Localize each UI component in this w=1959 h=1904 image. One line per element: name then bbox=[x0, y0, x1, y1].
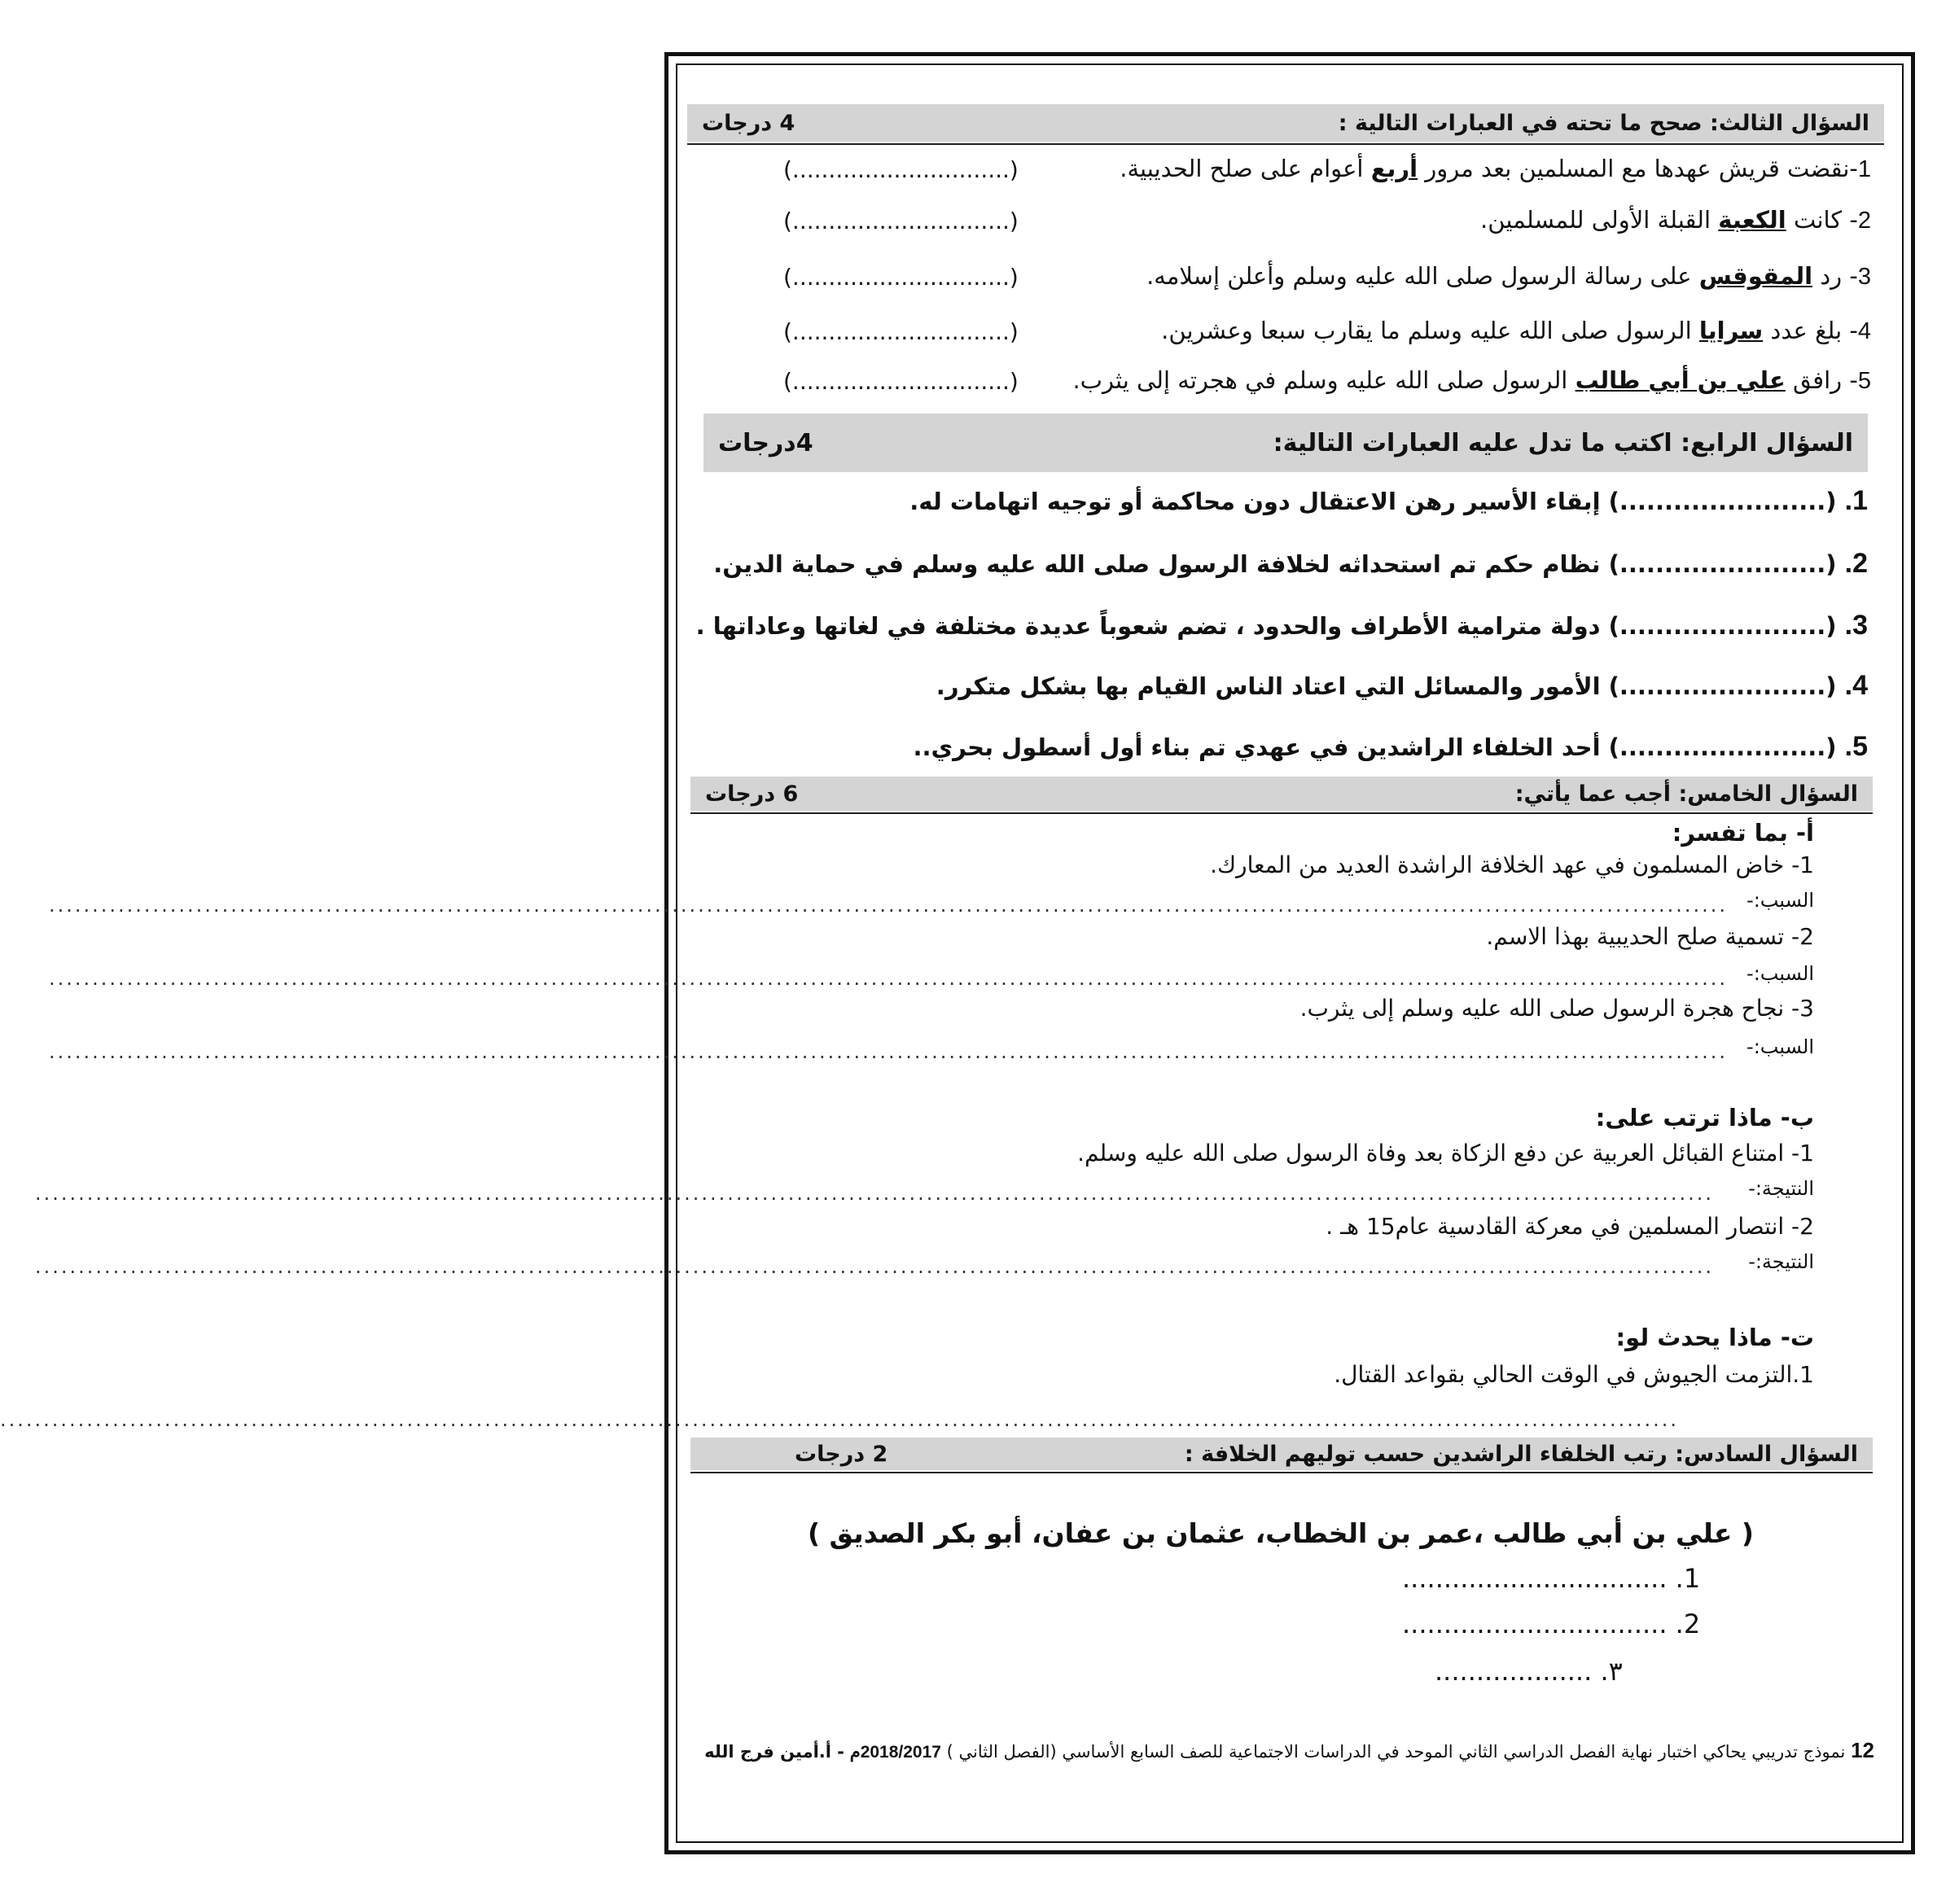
q5-title: السؤال الخامس: أجب عما يأتي: bbox=[1514, 781, 1858, 807]
q5a-answer-2[interactable]: .................................................................................................................................................................................................. bbox=[48, 967, 1728, 990]
q4-blank-3[interactable]: (.......................) bbox=[1608, 612, 1837, 640]
q4-blank-4[interactable]: (.......................) bbox=[1608, 672, 1837, 700]
q6-slot-1[interactable]: 1. ................................ bbox=[1402, 1563, 1701, 1594]
q6-grade: 2 درجات bbox=[795, 1441, 888, 1467]
q5b-label-2: النتيجة:- bbox=[1748, 1250, 1814, 1273]
q4-header bbox=[703, 414, 1868, 472]
q4-item-3: 3. (.......................) دولة مترامية الأطراف والحدود ، تضم شعوباً عديدة مختلفة في لغاتها وعاداتها . bbox=[695, 610, 1868, 641]
q5b-item-1: 1- امتناع القبائل العربية عن دفع الزكاة بعد وفاة الرسول صلى الله عليه وسلم. bbox=[1077, 1140, 1814, 1166]
q5-header bbox=[690, 777, 1873, 811]
q3-item-5: 5- رافق علي بن أبي طالب الرسول صلى الله عليه وسلم في هجرته إلى يثرب. bbox=[1072, 366, 1871, 394]
q6-names-list: ( علي بن أبي طالب ،عمر بن الخطاب، عثمان بن عفان، أبو بكر الصديق ) bbox=[807, 1517, 1754, 1549]
q3-header bbox=[687, 104, 1884, 142]
q3-item-2: 2- كانت الكعبة القبلة الأولى للمسلمين. bbox=[1480, 206, 1871, 234]
q3-item-3: 3- رد المقوقس على رسالة الرسول صلى الله عليه وسلم وأعلن إسلامه. bbox=[1146, 262, 1871, 290]
q4-item-2: 2. (.......................) نظام حكم تم استحداثه لخلافة الرسول صلى الله عليه وسلم في حماية الدين. bbox=[713, 548, 1868, 579]
q3-item-4: 4- بلغ عدد سرايا الرسول صلى الله عليه وسلم ما يقارب سبعا وعشرين. bbox=[1161, 317, 1871, 344]
q5a-item-2: 2- تسمية صلح الحديبية بهذا الاسم. bbox=[1486, 923, 1814, 950]
q6-slot-2[interactable]: 2. ................................ bbox=[1402, 1609, 1701, 1639]
q5a-answer-1[interactable]: .................................................................................................................................................................................................. bbox=[48, 894, 1728, 917]
q4-blank-5[interactable]: (.......................) bbox=[1608, 733, 1837, 761]
q5b-answer-2[interactable]: .................................................................................................................................................................................................. bbox=[34, 1255, 1714, 1278]
q6-rule bbox=[690, 1472, 1873, 1473]
q3-answer-2[interactable]: (..............................) bbox=[783, 208, 1019, 234]
q3-item-1: 1-نقضت قريش عهدها مع المسلمين بعد مرور أربع أعوام على صلح الحديبية. bbox=[1120, 155, 1871, 182]
q4-title: السؤال الرابع: اكتب ما تدل عليه العبارات التالية: bbox=[1273, 428, 1853, 457]
q5b-item-2: 2- انتصار المسلمين في معركة القادسية عام15 هـ . bbox=[1326, 1213, 1814, 1240]
q5a-label-1: السبب:- bbox=[1746, 889, 1814, 912]
page-number: 12 bbox=[1851, 1738, 1874, 1762]
q5a-label-2: السبب:- bbox=[1746, 962, 1814, 985]
q3-rule bbox=[687, 143, 1884, 145]
q5a-item-3: 3- نجاح هجرة الرسول صلى الله عليه وسلم إلى يثرب. bbox=[1299, 995, 1814, 1022]
q5-rule bbox=[690, 812, 1873, 814]
q3-answer-1[interactable]: (..............................) bbox=[783, 156, 1019, 183]
q5b-heading: ب- ماذا ترتب على: bbox=[1595, 1104, 1814, 1131]
footer-year: 2018/2017م bbox=[849, 1743, 941, 1762]
q4-blank-2[interactable]: (.......................) bbox=[1608, 550, 1837, 578]
footer-text: نموذج تدريبي يحاكي اختبار نهاية الفصل الدراسي الثاني الموحد في الدراسات الاجتماعية للصف السابع الأساسي (الفصل الثاني ) bbox=[946, 1742, 1846, 1762]
q5c-answer-1[interactable]: .................................................................................................................................................................................................. bbox=[0, 1408, 1679, 1431]
q5a-item-1: 1- خاض المسلمون في عهد الخلافة الراشدة العديد من المعارك. bbox=[1210, 851, 1814, 878]
q4-item-5: 5. (.......................) أحد الخلفاء الراشدين في عهدي تم بناء أول أسطول بحري.. bbox=[913, 731, 1868, 762]
q5c-item-1: 1.التزمت الجيوش في الوقت الحالي بقواعد القتال. bbox=[1334, 1361, 1814, 1388]
q3-answer-5[interactable]: (..............................) bbox=[783, 368, 1019, 395]
q6-slot-3[interactable]: ٣. ................... bbox=[1435, 1656, 1623, 1687]
page-footer bbox=[704, 1738, 1874, 1763]
footer-author: - أ.أمين فرج الله bbox=[704, 1742, 844, 1762]
q5-grade: 6 درجات bbox=[705, 781, 799, 807]
q5a-heading: أ- بما تفسر: bbox=[1672, 819, 1814, 847]
q6-header bbox=[690, 1438, 1873, 1470]
q4-item-4: 4. (.......................) الأمور والمسائل التي اعتاد الناس القيام بها بشكل متكرر. bbox=[936, 670, 1868, 701]
q3-answer-3[interactable]: (..............................) bbox=[783, 264, 1019, 291]
q3-answer-4[interactable]: (..............................) bbox=[783, 318, 1019, 345]
q4-blank-1[interactable]: (.......................) bbox=[1608, 488, 1837, 515]
q5c-heading: ت- ماذا يحدث لو: bbox=[1615, 1324, 1814, 1351]
q5a-label-3: السبب:- bbox=[1746, 1035, 1814, 1058]
q5b-label-1: النتيجة:- bbox=[1748, 1177, 1814, 1200]
q3-grade: 4 درجات bbox=[702, 110, 795, 136]
q3-title: السؤال الثالث: صحح ما تحته في العبارات التالية : bbox=[1338, 110, 1869, 136]
q4-grade: 4درجات bbox=[718, 428, 813, 457]
q5a-answer-3[interactable]: .................................................................................................................................................................................................. bbox=[48, 1040, 1728, 1063]
q4-item-1: 1. (.......................) إبقاء الأسير رهن الاعتقال دون محاكمة أو توجيه اتهامات له. bbox=[909, 485, 1868, 516]
q6-title: السؤال السادس: رتب الخلفاء الراشدين حسب توليهم الخلافة : bbox=[1184, 1441, 1858, 1467]
q5b-answer-1[interactable]: .................................................................................................................................................................................................. bbox=[34, 1182, 1714, 1205]
